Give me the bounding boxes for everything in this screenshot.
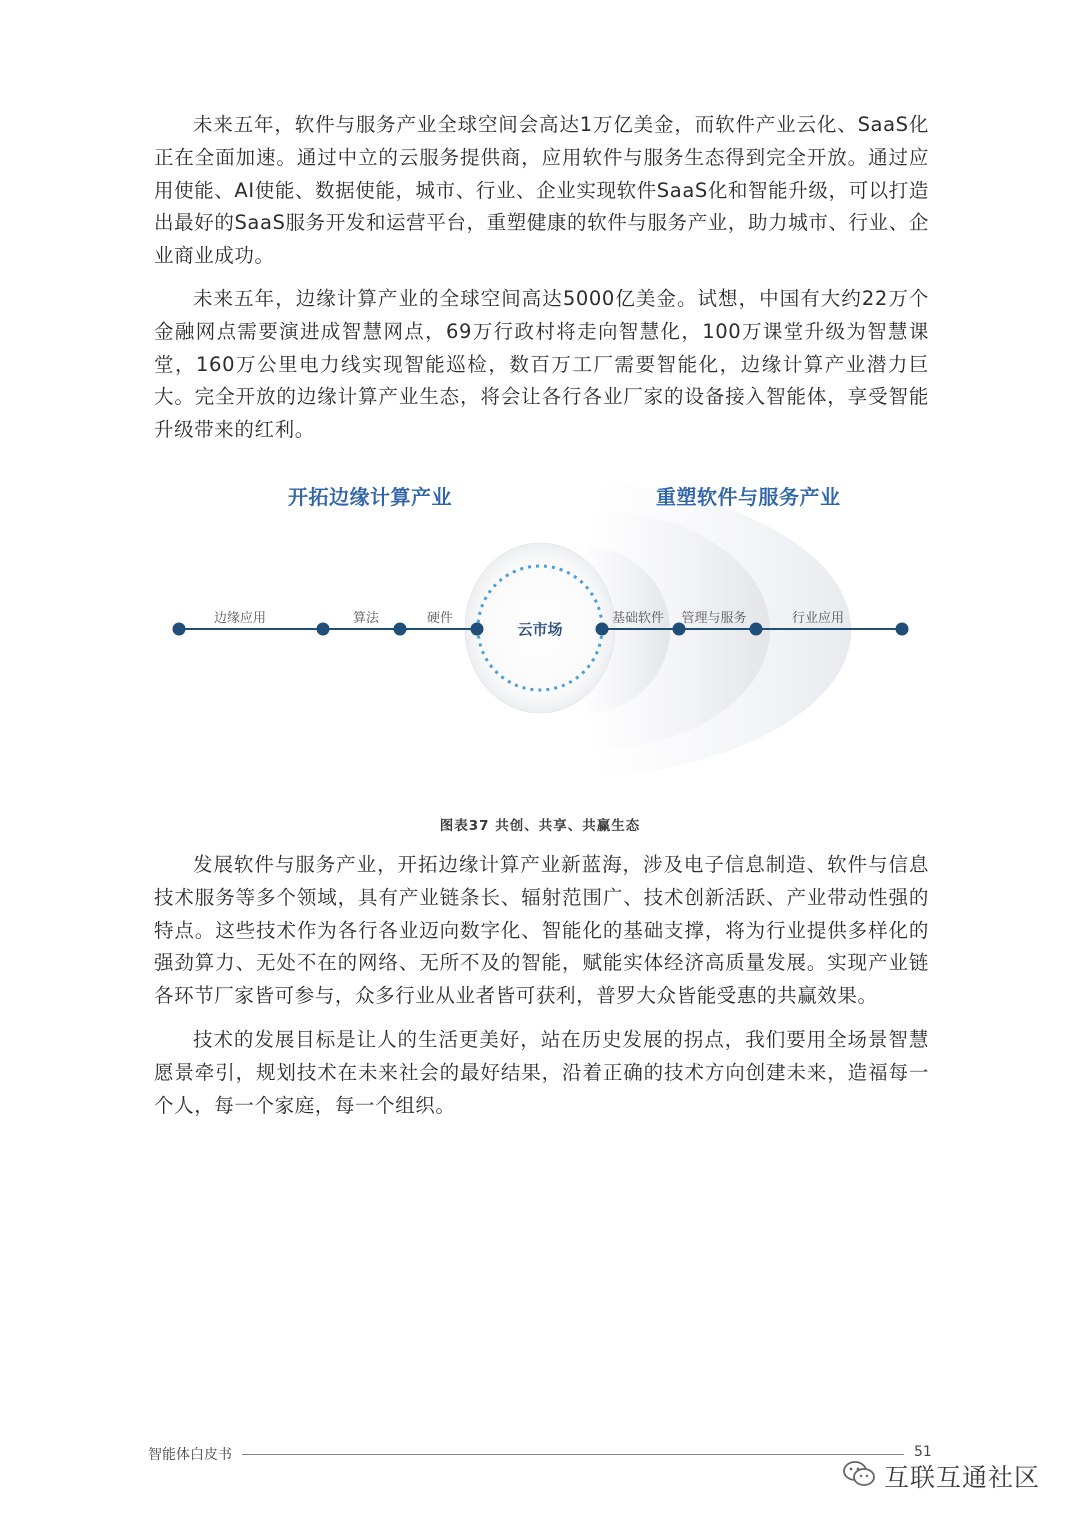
left-diagram-title: 开拓边缘计算产业 [288, 485, 452, 509]
footer-divider [242, 1454, 904, 1455]
page-number: 51 [914, 1444, 932, 1460]
paragraph-edge-computing: 未来五年，边缘计算产业的全球空间高达5000亿美金。试想，中国有大约22万个金融网点需要演进成智慧网点，69万行政村将走向智慧化，100万课堂升级为智慧课堂，160万公里电力线实现智能巡检，数百万工厂需要智能化，边缘计算产业潜力巨大。完全开放的边缘计算产业生态，将会让各行各业厂家的设备接入智能体，享受智能升级带来的红利。 [154, 287, 929, 442]
label-edge-app: 边缘应用 [213, 611, 267, 626]
center-cloud-market-label: 云市场 [517, 620, 563, 639]
wechat-icon [842, 1460, 876, 1492]
label-management-service: 管理与服务 [681, 611, 747, 626]
label-industry-app: 行业应用 [791, 611, 845, 626]
label-algorithm: 算法 [352, 611, 380, 626]
node-hardware [394, 623, 407, 636]
node-algorithm [317, 623, 330, 636]
node-industry-app [896, 623, 909, 636]
right-diagram-title: 重塑软件与服务产业 [656, 485, 841, 509]
node-management-end [750, 623, 763, 636]
footer-document-title: 智能体白皮书 [148, 1447, 232, 1463]
ecosystem-diagram [0, 460, 1080, 790]
paragraph-software-services: 未来五年，软件与服务产业全球空间会高达1万亿美金，而软件产业云化、SaaS化正在全面加速。通过中立的云服务提供商，应用软件与服务生态得到完全开放。通过应用使能、AI使能、数据使能，城市、行业、企业实现软件SaaS化和智能升级，可以打造出最好的SaaS服务开发和运营平台，重塑健康的软件与服务产业，助力城市、行业、企业商业成功。 [154, 113, 929, 268]
node-center-left [471, 623, 484, 636]
figure-caption: 图表37 共创、共享、共赢生态 [439, 818, 641, 834]
wechat-watermark [842, 1456, 1040, 1496]
label-basic-software: 基础软件 [611, 611, 665, 626]
paragraph-develop-industries: 发展软件与服务产业，开拓边缘计算产业新蓝海，涉及电子信息制造、软件与信息技术服务等多个领域，具有产业链条长、辐射范围广、技术创新活跃、产业带动性强的特点。这些技术作为各行各业迈向数字化、智能化的基础支撑，将为行业提供多样化的强劲算力、无处不在的网络、无所不及的智能，赋能实体经济高质量发展。实现产业链各环节厂家皆可参与，众多行业从业者皆可获利，普罗大众皆能受惠的共赢效果。 [154, 853, 929, 1008]
watermark-text: 互联互通社区 [884, 1463, 1041, 1492]
node-basic-software [596, 623, 609, 636]
node-edge-app [173, 623, 186, 636]
paragraph-tech-goal: 技术的发展目标是让人的生活更美好，站在历史发展的拐点，我们要用全场景智慧愿景牵引，规划技术在未来社会的最好结果，沿着正确的技术方向创建未来，造福每一个人，每一个家庭，每一个组织。 [154, 1028, 929, 1117]
label-hardware: 硬件 [426, 611, 454, 626]
